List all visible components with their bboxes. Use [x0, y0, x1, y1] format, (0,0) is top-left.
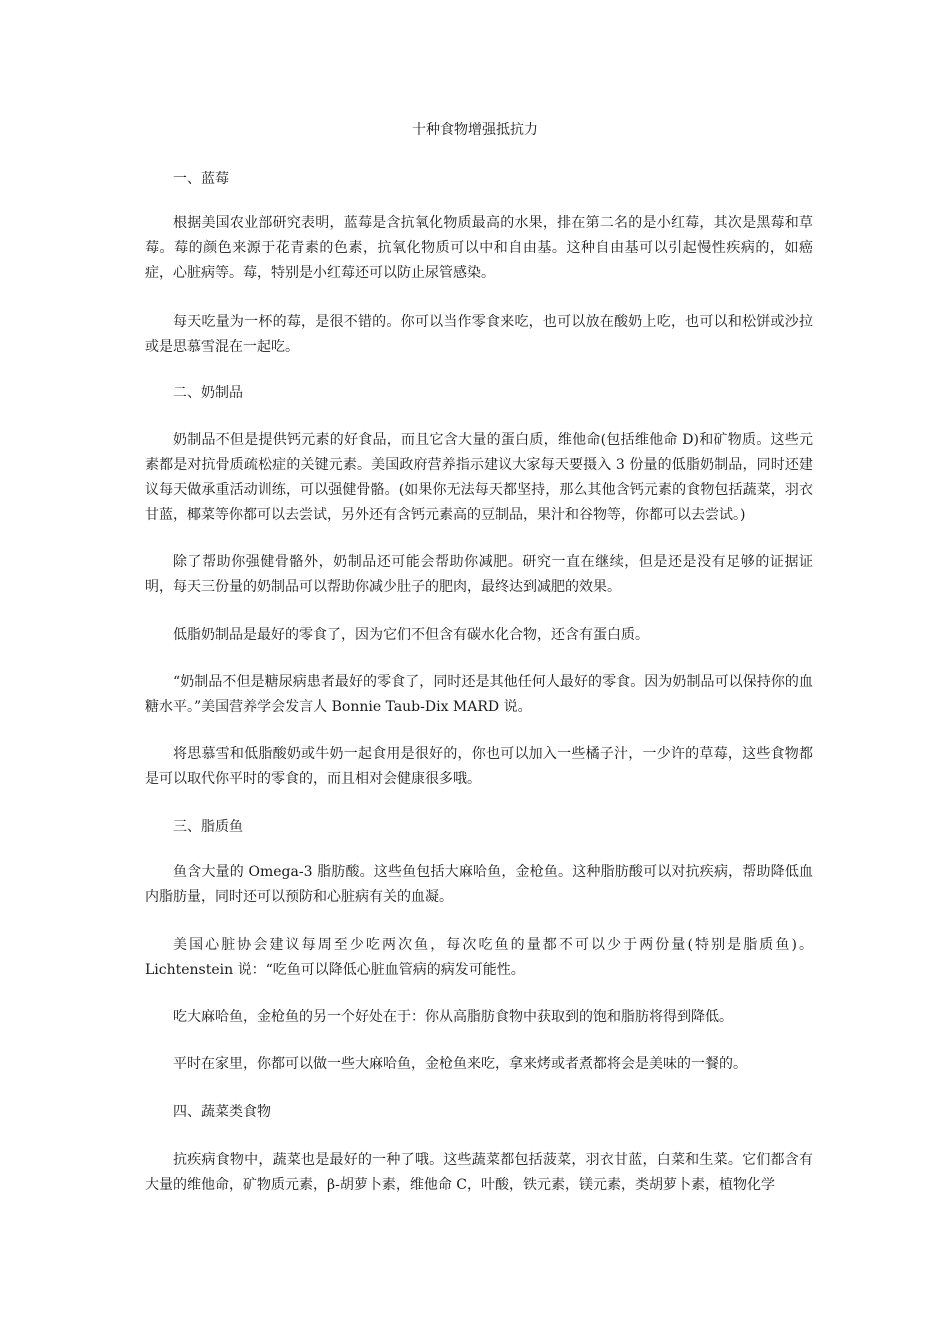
- paragraph: 根据美国农业部研究表明，蓝莓是含抗氧化物质最高的水果，排在第二名的是小红莓，其次是黑莓和草莓。莓的颜色来源于花青素的色素，抗氧化物质可以中和自由基。这种自由基可以引起慢性疾病的，如癌症，心脏病等。莓，特别是小红莓还可以防止尿管感染。: [145, 215, 813, 281]
- heading-fatty-fish: 三、脂质鱼: [173, 819, 243, 835]
- paragraph: 抗疾病食物中，蔬菜也是最好的一种了哦。这些蔬菜都包括菠菜，羽衣甘蓝，白菜和生菜。它们都含有大量的维他命，矿物质元素，β-胡萝卜素，维他命 C，叶酸，铁元素，镁元素，类胡萝卜素，植物化学: [145, 1152, 813, 1193]
- paragraph: 平时在家里，你都可以做一些大麻哈鱼，金枪鱼来吃，拿来烤或者煮都将会是美味的一餐的。: [173, 1056, 747, 1072]
- paragraph: 鱼含大量的 Omega-3 脂肪酸。这些鱼包括大麻哈鱼，金枪鱼。这种脂肪酸可以对抗疾病，帮助降低血内脂肪量，同时还可以预防和心脏病有关的血凝。: [145, 864, 813, 905]
- heading-blueberry: 一、蓝莓: [173, 171, 229, 187]
- paragraph: 吃大麻哈鱼，金枪鱼的另一个好处在于：你从高脂肪食物中获取到的饱和脂肪将得到降低。: [173, 1009, 733, 1025]
- heading-dairy: 二、奶制品: [173, 385, 243, 401]
- paragraph: 每天吃量为一杯的莓，是很不错的。你可以当作零食来吃，也可以放在酸奶上吃，也可以和松饼或沙拉或是思慕雪混在一起吃。: [145, 314, 813, 355]
- paragraph: 除了帮助你强健骨骼外，奶制品还可能会帮助你减肥。研究一直在继续，但是还是没有足够的证据证明，每天三份量的奶制品可以帮助你减少肚子的肥肉，最终达到减肥的效果。: [145, 554, 813, 595]
- paragraph-quote: “奶制品不但是糖尿病患者最好的零食了，同时还是其他任何人最好的零食。因为奶制品可以保持你的血糖水平。”美国营养学会发言人 Bonnie Taub-Dix MARD 说。: [145, 674, 813, 715]
- paragraph: 奶制品不但是提供钙元素的好食品，而且它含大量的蛋白质，维他命(包括维他命 D)和矿物质。这些元素都是对抗骨质疏松症的关键元素。美国政府营养指示建议大家每天要摄入 3 份量的低脂奶制品，同时还建议每天做承重活动训练，可以强健骨骼。(如果你无法每天都坚持，那么其他含钙元素的食物包括蔬菜，羽衣甘蓝，椰菜等你都可以去尝试，另外还有含钙元素高的豆制品，果汁和谷物等，你都可以去尝试。): [145, 432, 813, 523]
- paragraph: 美国心脏协会建议每周至少吃两次鱼，每次吃鱼的量都不可以少于两份量(特别是脂质鱼)。Lichtenstein 说：“吃鱼可以降低心脏血管病的病发可能性。: [145, 937, 813, 978]
- paragraph: 低脂奶制品是最好的零食了，因为它们不但含有碳水化合物，还含有蛋白质。: [173, 627, 649, 643]
- paragraph: 将思慕雪和低脂酸奶或牛奶一起食用是很好的，你也可以加入一些橘子汁，一少许的草莓，这些食物都是可以取代你平时的零食的，而且相对会健康很多哦。: [145, 746, 813, 787]
- document-title: 十种食物增强抵抗力: [412, 122, 538, 138]
- heading-vegetables: 四、蔬菜类食物: [173, 1104, 271, 1120]
